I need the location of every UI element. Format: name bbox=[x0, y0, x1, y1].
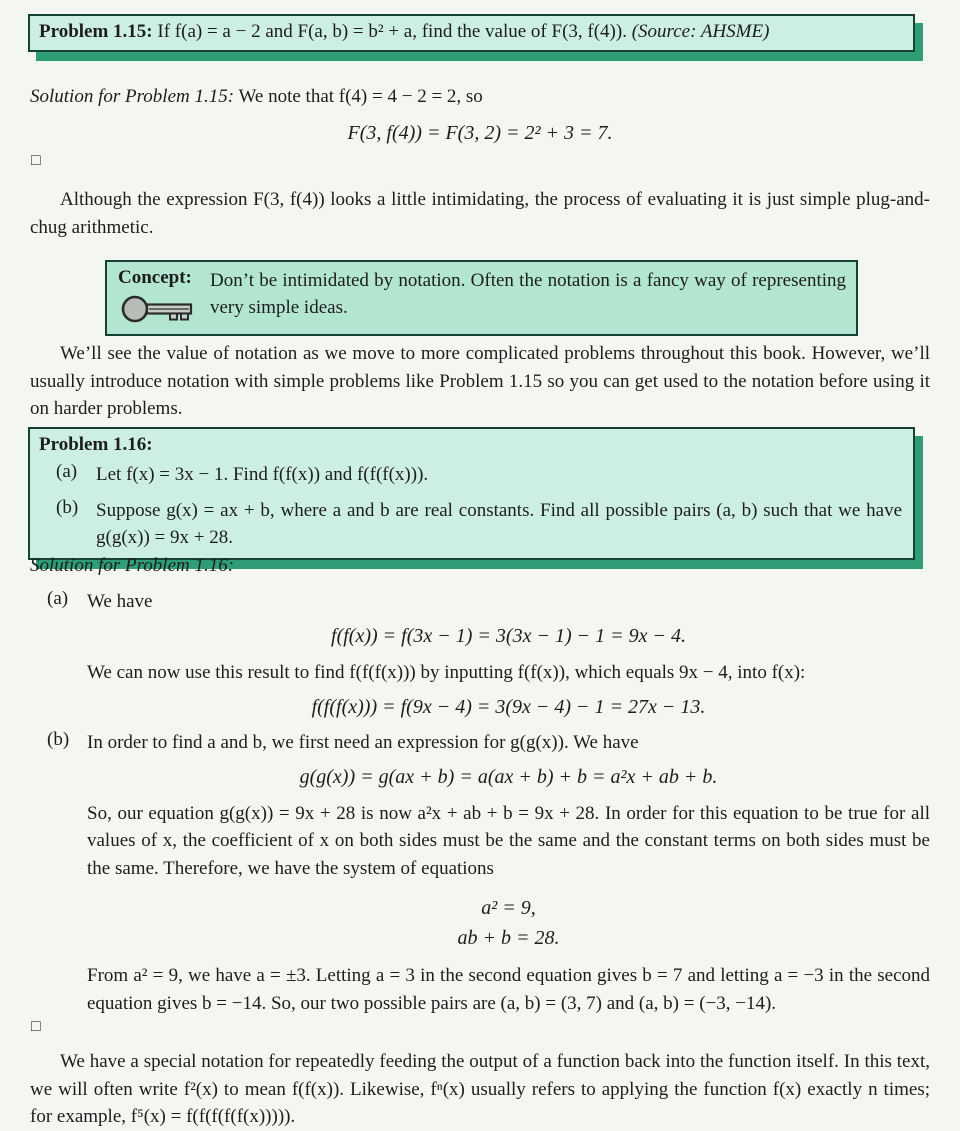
part-a-equation-2: f(f(f(x))) = f(9x − 4) = 3(9x − 4) − 1 = 27x − 13. bbox=[311, 696, 706, 718]
part-a-equation-1: f(f(x)) = f(3x − 1) = 3(3x − 1) − 1 = 9x − 4. bbox=[331, 624, 686, 647]
end-of-solution-marker-2: □ bbox=[31, 1018, 41, 1035]
problem-1-15-box bbox=[28, 14, 915, 52]
problem-1-15-source: (Source: AHSME) bbox=[631, 21, 770, 42]
concept-box bbox=[105, 260, 858, 336]
problem-1-16-part-a bbox=[39, 461, 902, 488]
part-b-body-text: So, our equation g(g(x)) = 9x + 28 is now a²x + ab + b = 9x + 28. In order for this equation to be true for all values of x, the coefficient of x on both sides must be the same and the constant terms on both sides must be the same. Therefore, we have the system of equations bbox=[87, 802, 930, 879]
equation-f3f4: F(3, f(4)) = F(3, 2) = 2² + 3 = 7. bbox=[347, 122, 613, 144]
paragraph-intimidating: Although the expression F(3, f(4)) looks a little intimidating, the process of evaluating it is just simple plug-and-chug arithmetic. bbox=[30, 189, 930, 238]
concept-box-left bbox=[118, 267, 210, 326]
concept-text: Don’t be intimidated by notation. Often the notation is a fancy way of representing very simple ideas. bbox=[210, 270, 846, 318]
system-equation-1: a² = 9, bbox=[481, 897, 536, 919]
solution-part-b-marker: (b) bbox=[47, 729, 70, 750]
problem-1-16-part-b bbox=[39, 497, 902, 551]
solution-part-a-body bbox=[87, 588, 930, 719]
part-a-intro: We have bbox=[87, 591, 153, 612]
part-a-body-text: We can now use this result to find f(f(f(x))) by inputting f(f(x)), which equals 9x − 4, into f(x): bbox=[87, 661, 806, 683]
solution-1-16-part-a bbox=[30, 588, 930, 719]
paragraph-notation-value: We’ll see the value of notation as we move to more complicated problems throughout this book. However, we’ll usually introduce notation with simple problems like Problem 1.15 so you can get used to the notation before using it on harder problems. bbox=[30, 343, 930, 419]
end-of-solution-marker: □ bbox=[31, 152, 41, 169]
problem-1-15-statement: If f(a) = a − 2 and F(a, b) = b² + a, find the value of F(3, f(4)). bbox=[152, 21, 632, 42]
problem-1-16-label: Problem 1.16: bbox=[39, 434, 153, 455]
solution-1-16-label-row bbox=[30, 552, 930, 580]
part-a-marker: (a) bbox=[56, 461, 78, 482]
part-b-text: Suppose g(x) = ax + b, where a and b are real constants. Find all possible pairs (a, b) such that we have g(g(x)) = 9x + 28. bbox=[96, 500, 902, 548]
solution-1-15-intro bbox=[30, 83, 930, 111]
part-a-text: Let f(x) = 3x − 1. Find f(f(x)) and f(f(f(x))). bbox=[96, 464, 429, 485]
solution-1-16-part-b bbox=[30, 729, 930, 1017]
part-b-conclusion: From a² = 9, we have a = ±3. Letting a = 3 in the second equation gives b = 7 and letting a = −3 in the second equation gives b = −14. So, our two possible pairs are (a, b) = (3, 7) and (a, b) = (−3, −14). bbox=[87, 965, 930, 1014]
part-b-intro: In order to find a and b, we first need an expression for g(g(x)). We have bbox=[87, 732, 639, 753]
solution-1-16-label: Solution for Problem 1.16: bbox=[30, 555, 235, 576]
system-of-equations bbox=[87, 893, 930, 953]
system-equation-2: ab + b = 28. bbox=[457, 927, 560, 949]
solution-1-15-label: Solution for Problem 1.15: bbox=[30, 86, 235, 107]
part-b-marker: (b) bbox=[56, 497, 79, 518]
solution-1-15-intro-text: We note that f(4) = 4 − 2 = 2, so bbox=[234, 86, 483, 107]
solution-part-b-body bbox=[87, 729, 930, 1017]
key-icon bbox=[120, 292, 196, 326]
part-b-equation-1: g(g(x)) = g(ax + b) = a(ax + b) + b = a²x + ab + b. bbox=[299, 765, 718, 788]
concept-label: Concept: bbox=[118, 267, 192, 288]
paragraph-repeated-notation: We have a special notation for repeatedly feeding the output of a function back into the function itself. In this text, we will often write f²(x) to mean f(f(x)). Likewise, fⁿ(x) usually refers to applying the function f(x) exactly n times; for example, f⁵(x) = f(f(f(f(f(x))))). bbox=[30, 1051, 930, 1127]
problem-1-16-box bbox=[28, 427, 915, 560]
solution-part-a-marker: (a) bbox=[47, 588, 69, 609]
problem-1-15-label: Problem 1.15: bbox=[39, 21, 153, 42]
